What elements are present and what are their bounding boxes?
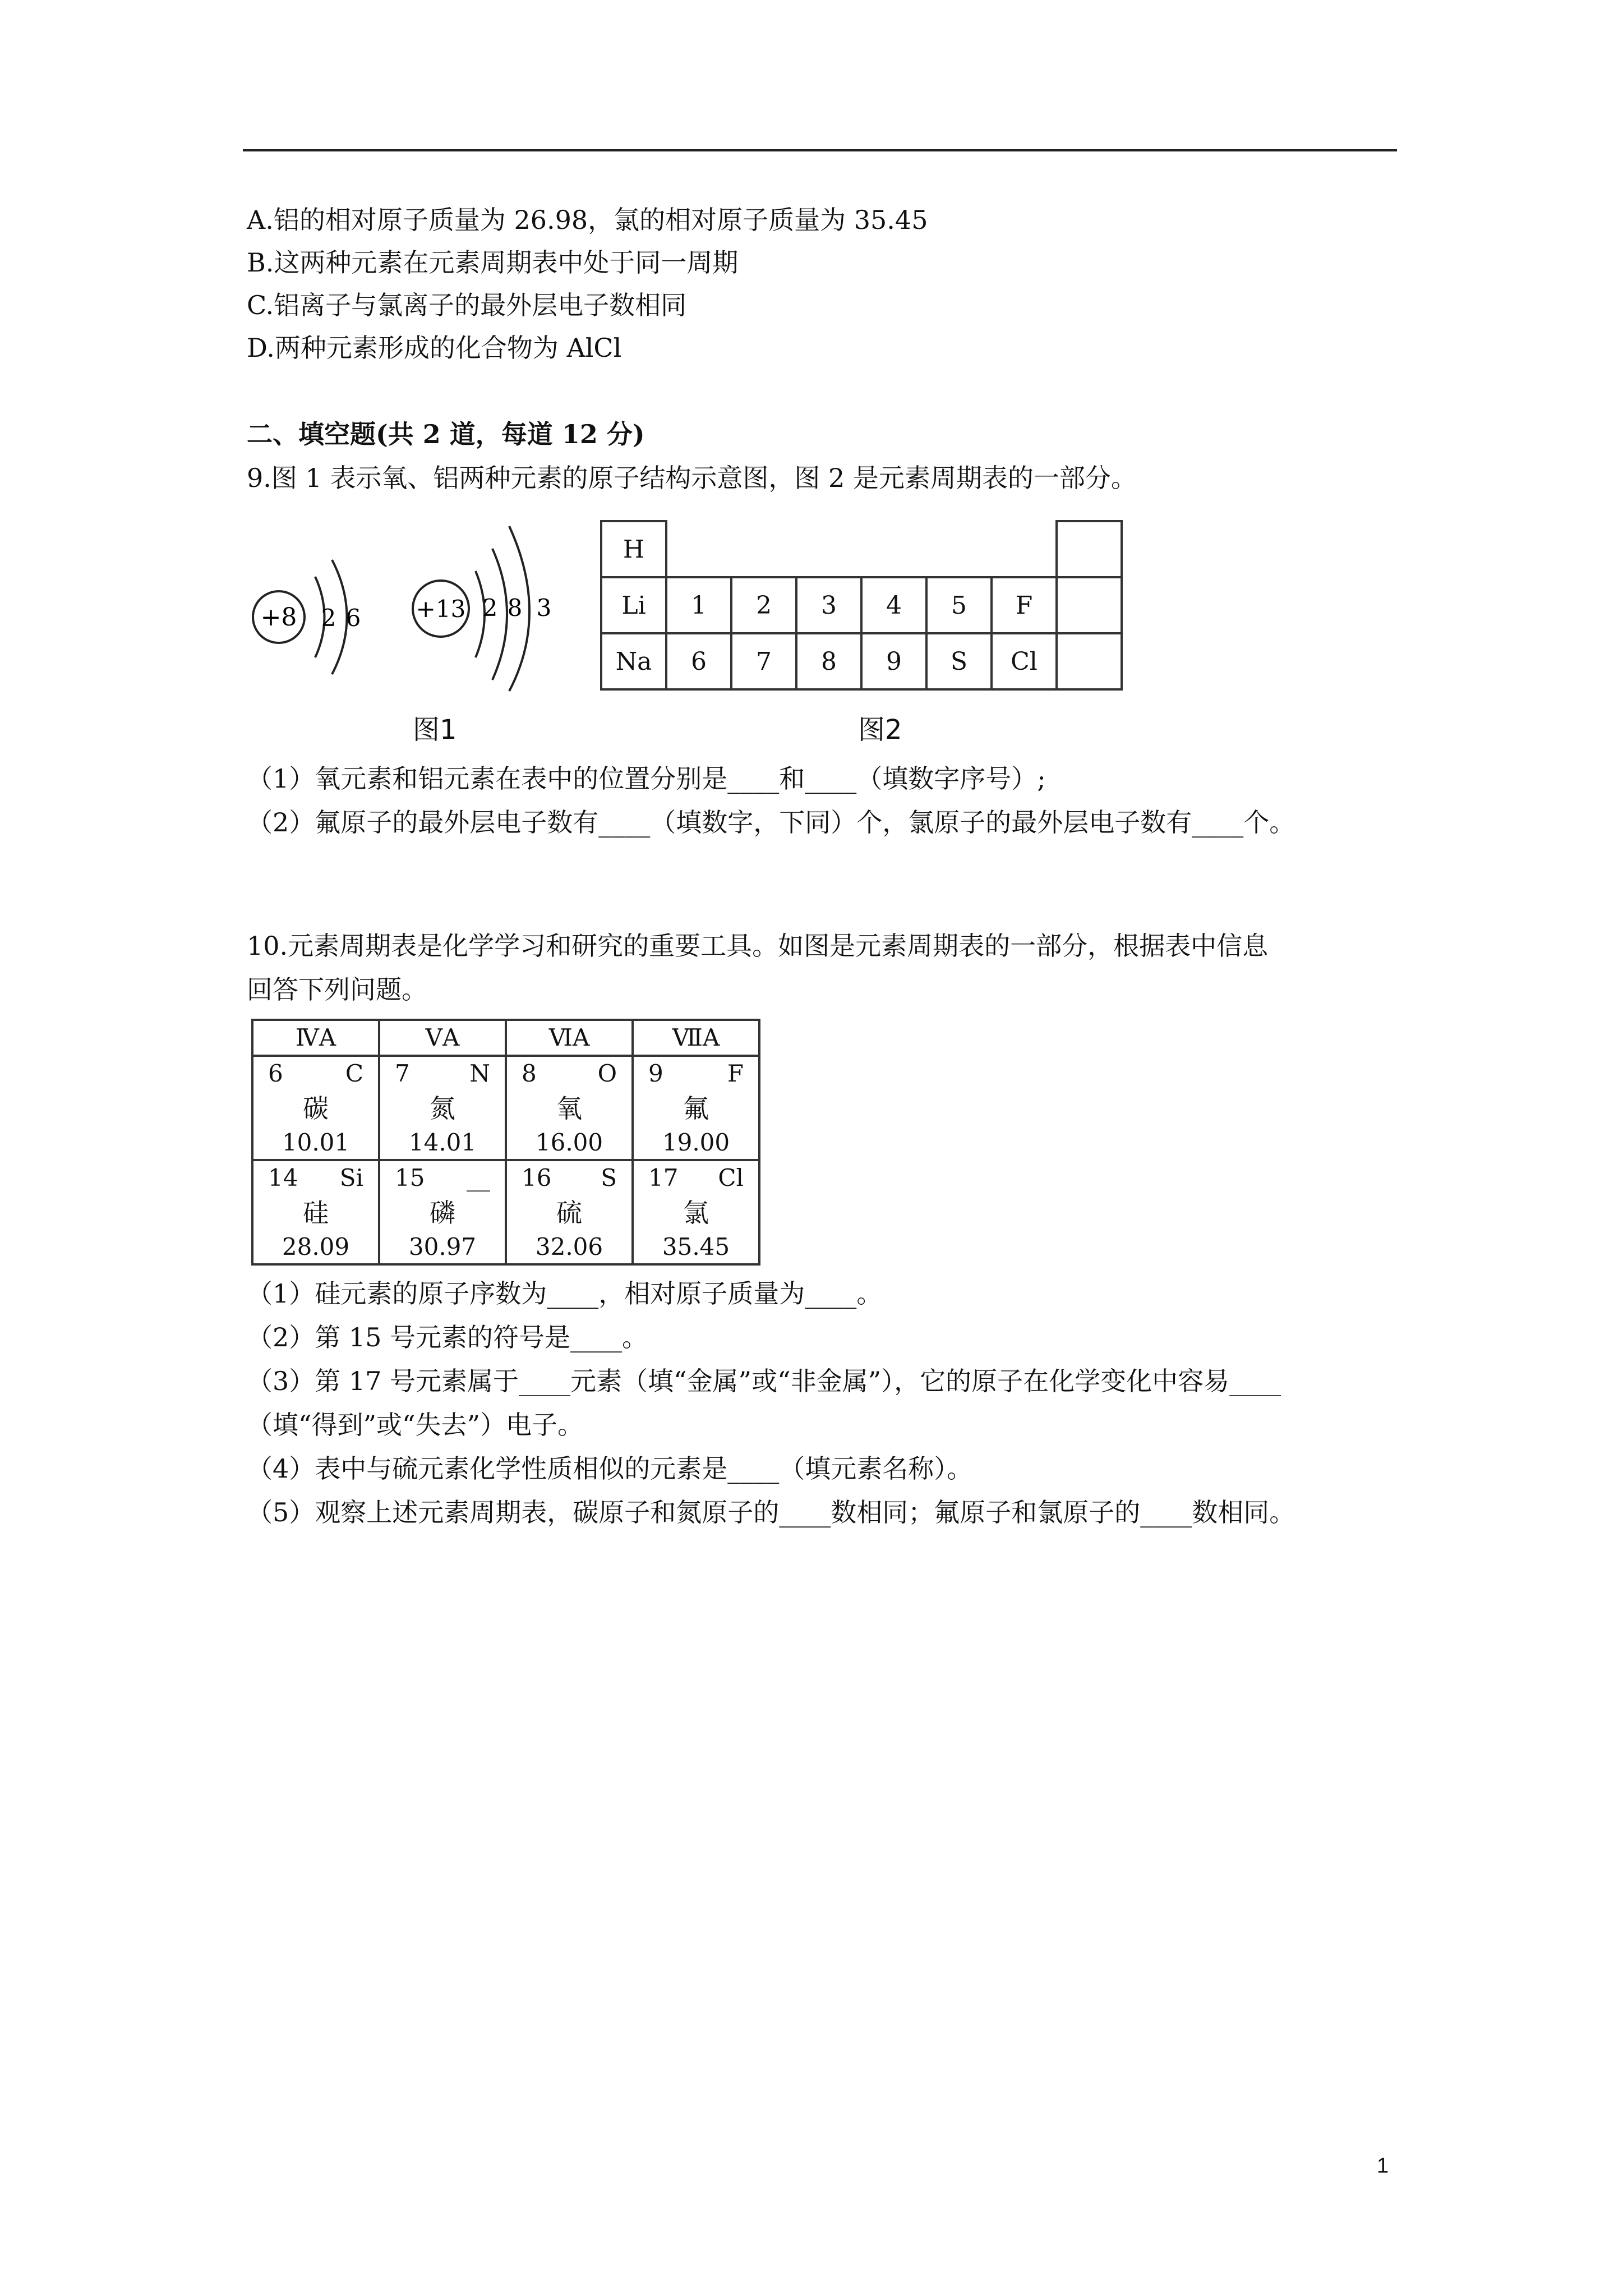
element-cell — [506, 1056, 633, 1160]
element-name: 硅 — [303, 1198, 329, 1228]
q10-sub2: （2）第 15 号元素的符号是____。 — [247, 1322, 648, 1352]
pt-cell: 4 — [861, 577, 926, 633]
atomic-number: 14 — [268, 1164, 298, 1191]
element-cell — [506, 1160, 633, 1264]
atomic-mass: 14.01 — [408, 1129, 477, 1156]
q9-sub1: （1）氧元素和铝元素在表中的位置分别是____和____（填数字序号）; — [247, 763, 1046, 794]
atomic-mass: 19.00 — [662, 1129, 730, 1156]
element-symbol: C — [345, 1060, 363, 1087]
pt-cell: 6 — [666, 633, 731, 689]
atomic-number: 15 — [395, 1164, 425, 1191]
pt-cell: 8 — [796, 633, 861, 689]
pt-cell-h: H — [601, 521, 666, 577]
element-symbol: N — [469, 1060, 490, 1087]
atomic-number: 16 — [522, 1164, 552, 1191]
atomic-mass: 35.45 — [662, 1233, 730, 1260]
element-name: 氟 — [683, 1093, 709, 1124]
q10-stem-line1: 10.元素周期表是化学学习和研究的重要工具。如图是元素周期表的一部分，根据表中信息 — [247, 931, 1269, 961]
element-cell — [379, 1160, 506, 1264]
element-symbol-blank: __ — [467, 1164, 490, 1191]
pt-cell-empty — [1057, 577, 1122, 633]
q10-element-table — [251, 1019, 760, 1266]
group-header: ⅣA — [252, 1020, 379, 1056]
group-header: ⅥA — [506, 1020, 633, 1056]
atomic-number: 9 — [648, 1060, 663, 1087]
atomic-mass: 10.01 — [282, 1129, 350, 1156]
element-name: 氮 — [430, 1093, 455, 1124]
q10-sub3-line1: （3）第 17 号元素属于____元素（填“金属”或“非金属”），它的原子在化学变化中容易____ — [247, 1366, 1281, 1396]
header-rule — [243, 149, 1397, 151]
aluminum-nucleus: +13 — [416, 595, 466, 623]
element-symbol: Si — [339, 1164, 363, 1191]
element-name: 氯 — [683, 1198, 709, 1228]
fig2-caption: 图2 — [858, 714, 902, 746]
element-cell — [633, 1056, 759, 1160]
q10-sub5: （5）观察上述元素周期表，碳原子和氮原子的____数相同；氟原子和氯原子的____数相同。 — [247, 1497, 1295, 1527]
element-name: 磷 — [430, 1198, 455, 1228]
page-number: 1 — [1377, 2154, 1389, 2178]
pt-cell: Cl — [992, 633, 1057, 689]
element-symbol: O — [597, 1060, 617, 1087]
element-cell — [252, 1056, 379, 1160]
atomic-mass: 30.97 — [408, 1233, 477, 1260]
oxygen-shell-2: 6 — [345, 604, 361, 632]
q9-sub2: （2）氟原子的最外层电子数有____（填数字，下同）个，氯原子的最外层电子数有____个。 — [247, 807, 1295, 838]
atomic-number: 17 — [648, 1164, 679, 1191]
pt-cell: Na — [601, 633, 666, 689]
q10-sub4: （4）表中与硫元素化学性质相似的元素是____（填元素名称）。 — [247, 1453, 973, 1484]
element-name: 硫 — [556, 1198, 582, 1228]
q10-sub1: （1）硅元素的原子序数为____，相对原子质量为____。 — [247, 1278, 883, 1309]
aluminum-shell-2: 8 — [507, 594, 523, 622]
group-header: ⅤA — [379, 1020, 506, 1056]
element-name: 氧 — [556, 1093, 582, 1124]
pt-cell: 5 — [926, 577, 992, 633]
fig1-caption: 图1 — [413, 714, 457, 746]
atomic-number: 8 — [522, 1060, 537, 1087]
periodic-table-fragment — [600, 520, 1123, 691]
pt-cell: S — [926, 633, 992, 689]
aluminum-atom-diagram — [413, 526, 551, 691]
atomic-number: 7 — [395, 1060, 410, 1087]
pt-cell: F — [992, 577, 1057, 633]
oxygen-atom-diagram — [253, 560, 361, 674]
pt-cell-empty — [1057, 521, 1122, 577]
pt-cell: 3 — [796, 577, 861, 633]
atomic-mass: 32.06 — [535, 1233, 603, 1260]
group-header: ⅦA — [633, 1020, 759, 1056]
element-symbol: Cl — [718, 1164, 744, 1191]
pt-cell: 2 — [731, 577, 796, 633]
q10-stem-line2: 回答下列问题。 — [247, 974, 427, 1005]
atom-structure-diagrams — [241, 505, 578, 696]
pt-cell: 9 — [861, 633, 926, 689]
oxygen-shell-1: 2 — [321, 604, 336, 632]
option-a: A.铝的相对原子质量为 26.98，氯的相对原子质量为 35.45 — [247, 205, 928, 235]
aluminum-shell-3: 3 — [536, 594, 552, 622]
pt-cell: 1 — [666, 577, 731, 633]
element-name: 碳 — [303, 1093, 329, 1124]
element-symbol: S — [601, 1164, 617, 1191]
element-cell — [252, 1160, 379, 1264]
pt-cell-empty — [1057, 633, 1122, 689]
element-cell — [633, 1160, 759, 1264]
pt-cell: 7 — [731, 633, 796, 689]
oxygen-nucleus: +8 — [260, 603, 297, 632]
section-title: 二、填空题(共 2 道，每道 12 分) — [247, 419, 645, 449]
option-c: C.铝离子与氯离子的最外层电子数相同 — [247, 290, 687, 320]
atomic-mass: 28.09 — [282, 1233, 350, 1260]
q9-stem: 9.图 1 表示氧、铝两种元素的原子结构示意图，图 2 是元素周期表的一部分。 — [247, 463, 1137, 493]
element-symbol: F — [727, 1060, 744, 1087]
atomic-mass: 16.00 — [535, 1129, 603, 1156]
pt-cell: Li — [601, 577, 666, 633]
element-cell — [379, 1056, 506, 1160]
atomic-number: 6 — [268, 1060, 283, 1087]
q10-sub3-line2: （填“得到”或“失去”）电子。 — [247, 1410, 584, 1440]
aluminum-shell-1: 2 — [482, 594, 498, 622]
option-d: D.两种元素形成的化合物为 AlCl — [247, 333, 622, 363]
option-b: B.这两种元素在元素周期表中处于同一周期 — [247, 247, 739, 278]
